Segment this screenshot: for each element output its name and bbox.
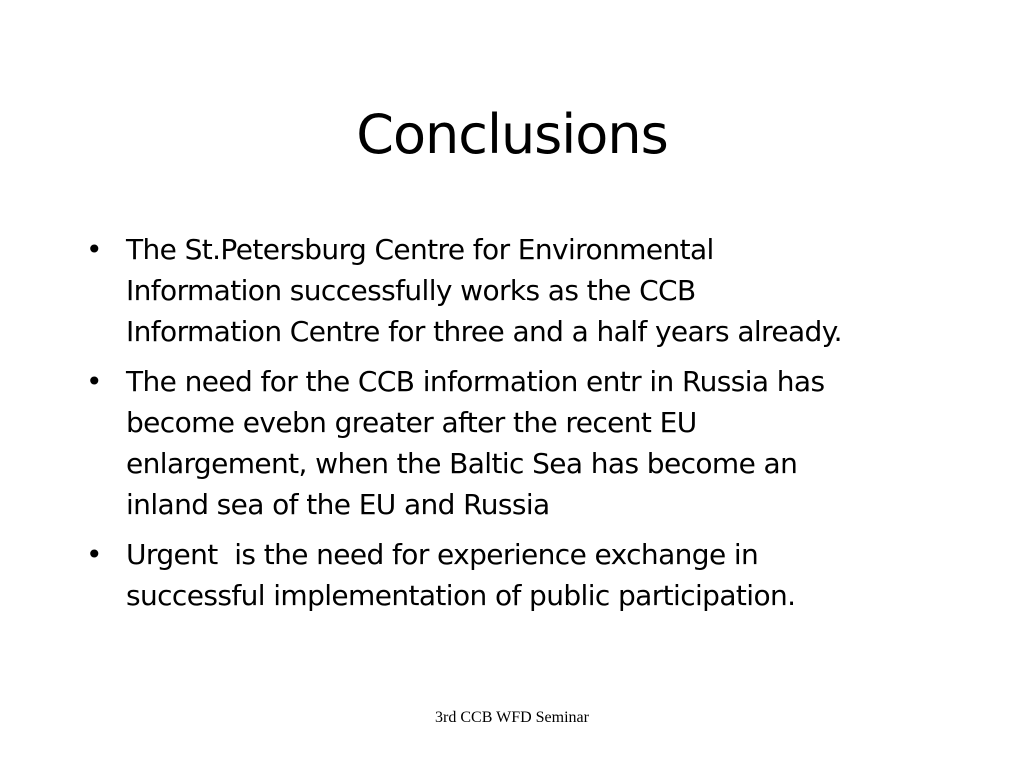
bullet-line: inland sea of the EU and Russia <box>126 488 550 521</box>
bullet-line: Information successfully works as the CCB <box>126 274 696 307</box>
bullet-line: The St.Petersburg Centre for Environmental <box>126 233 714 266</box>
bullet-dot-icon: • <box>86 233 102 266</box>
bullet-item <box>86 361 966 525</box>
bullet-line: The need for the CCB information entr in Russia has <box>126 365 825 398</box>
bullet-line: become evebn greater after the recent EU <box>126 406 697 439</box>
bullet-line: successful implementation of public participation. <box>126 579 796 612</box>
bullet-list <box>86 229 966 625</box>
bullet-line: Urgent is the need for experience exchange in <box>126 538 759 571</box>
bullet-line: enlargement, when the Baltic Sea has become an <box>126 447 798 480</box>
bullet-item <box>86 534 966 616</box>
footer-text: 3rd CCB WFD Seminar <box>435 709 589 726</box>
bullet-line: Information Centre for three and a half years already. <box>126 315 842 348</box>
bullet-dot-icon: • <box>86 538 102 571</box>
bullet-dot-icon: • <box>86 365 102 398</box>
bullet-item <box>86 229 966 352</box>
slide-title: Conclusions <box>356 103 668 166</box>
